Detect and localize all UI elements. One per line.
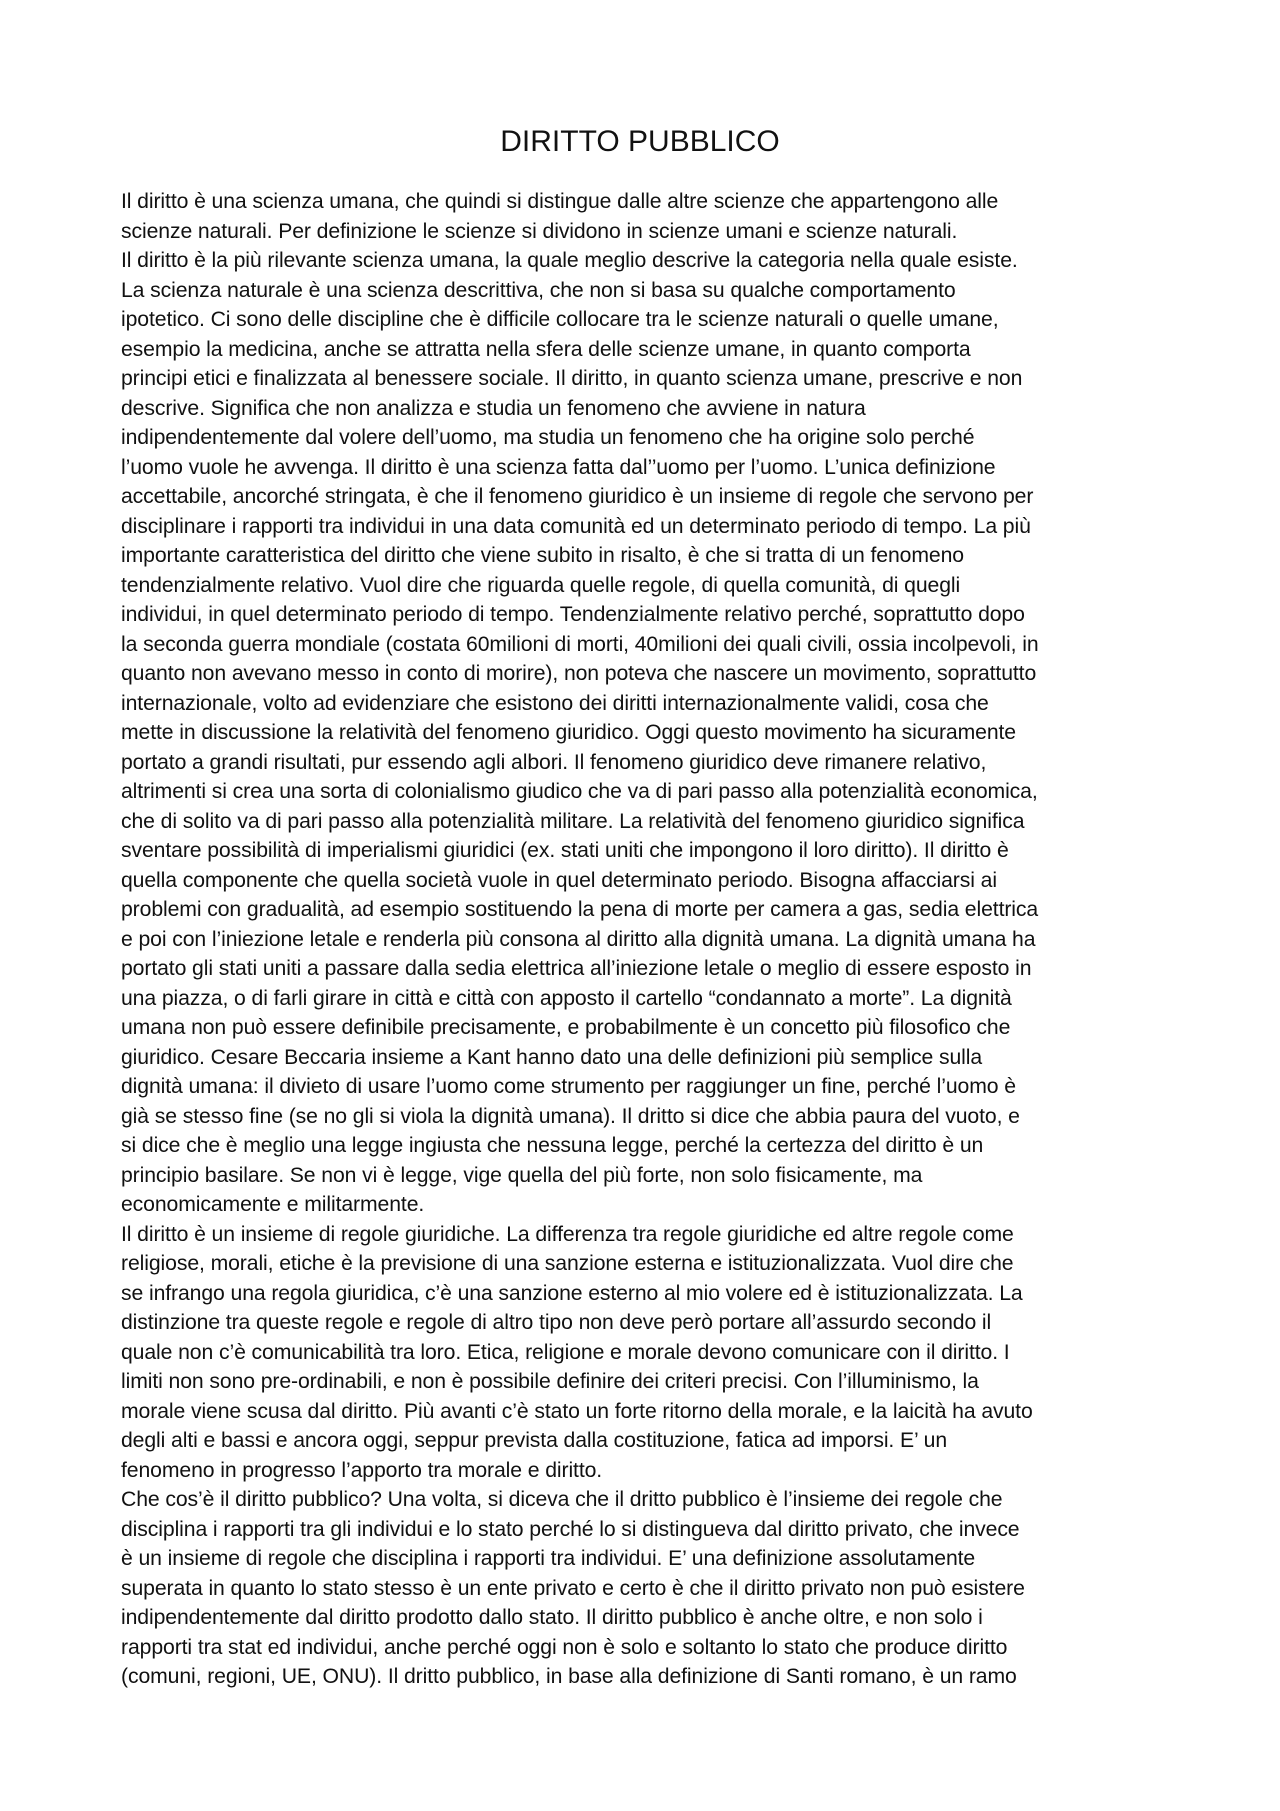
text-line: superata in quanto lo stato stesso è un ente privato e certo è che il diritto privato non può esistere: [121, 1576, 1025, 1600]
text-line: La scienza naturale è una scienza descrittiva, che non si basa su qualche comportamento: [121, 278, 956, 302]
text-line: quale non c’è comunicabilità tra loro. Etica, religione e morale devono comunicare con il diritto. I: [121, 1340, 1010, 1364]
text-line: la seconda guerra mondiale (costata 60milioni di morti, 40milioni dei quali civili, ossia incolpevoli, in: [121, 632, 1039, 656]
text-line: importante caratteristica del diritto che viene subito in risalto, è che si tratta di un fenomeno: [121, 544, 964, 567]
text-line: degli alti e bassi e ancora oggi, seppur prevista dalla costituzione, fatica ad imporsi. E’ un: [121, 1429, 948, 1452]
text-line: umana non può essere definibile precisamente, e probabilmente è un concetto più filosofico che: [121, 1016, 1011, 1039]
text-line: Il diritto è la più rilevante scienza umana, la quale meglio descrive la categoria nella quale esiste.: [121, 249, 1018, 272]
text-line: principi etici e finalizzata al benessere sociale. Il diritto, in quanto scienza umane, prescrive e non: [121, 367, 1023, 390]
text-line: è un insieme di regole che disciplina i rapporti tra individui. E’ una definizione assolutamente: [121, 1547, 976, 1570]
text-line: che di solito va di pari passo alla potenzialità militare. La relatività del fenomeno giuridico significa: [121, 809, 1025, 833]
text-line: disciplinare i rapporti tra individui in una data comunità ed un determinato periodo di tempo. La più: [121, 514, 1031, 538]
text-line: portato a grandi risultati, pur essendo agli albori. Il fenomeno giuridico deve rimanere relativo,: [121, 750, 987, 774]
text-line: dignità umana: il divieto di usare l’uomo come strumento per raggiunger un fine, perché l’uomo è: [121, 1075, 1016, 1098]
text-line: tendenzialmente relativo. Vuol dire che riguarda quelle regole, di quella comunità, di quegli: [121, 573, 961, 597]
text-line: quella componente che quella società vuole in quel determinato periodo. Bisogna affacciarsi ai: [121, 868, 997, 892]
text-line: e poi con l’iniezione letale e renderla più consona al diritto alla dignità umana. La dignità umana ha: [121, 927, 1036, 951]
text-line: morale viene scusa dal diritto. Più avanti c’è stato un forte ritorno della morale, e la laicità ha avuto: [121, 1399, 1033, 1423]
text-line: Che cos’è il diritto pubblico? Una volta, si diceva che il dritto pubblico è l’insieme dei regole che: [121, 1488, 1003, 1511]
text-line: portato gli stati uniti a passare dalla sedia elettrica all’iniezione letale o meglio di essere esposto in: [121, 957, 1032, 980]
text-line: rapporti tra stat ed individui, anche perché oggi non è solo e soltanto lo stato che produce diritto: [121, 1635, 1008, 1659]
text-line: religiose, morali, etiche è la previsione di una sanzione esterna e istituzionalizzata. Vuol dire che: [121, 1252, 1014, 1275]
text-line: descrive. Significa che non analizza e studia un fenomeno che avviene in natura: [121, 396, 866, 420]
text-line: distinzione tra queste regole e regole di altro tipo non deve però portare all’assurdo secondo il: [121, 1311, 992, 1334]
text-line: problemi con gradualità, ad esempio sostituendo la pena di morte per camera a gas, sedia elettrica: [121, 898, 1039, 921]
text-line: l’uomo vuole he avvenga. Il diritto è una scienza fatta dal’’uomo per l’uomo. L’unica definizione: [121, 455, 996, 479]
text-line: accettabile, ancorché stringata, è che il fenomeno giuridico è un insieme di regole che servono per: [121, 485, 1034, 508]
text-line: altrimenti si crea una sorta di colonialismo giudico che va di pari passo alla potenzialità economica,: [121, 780, 1038, 803]
text-line: Il diritto è un insieme di regole giuridiche. La differenza tra regole giuridiche ed altre regole come: [121, 1222, 1014, 1246]
text-line: quanto non avevano messo in conto di morire), non poteva che nascere un movimento, soprattutto: [121, 662, 1037, 685]
text-line: individui, in quel determinato periodo di tempo. Tendenzialmente relativo perché, soprattutto dopo: [121, 603, 1025, 626]
text-line: internazionale, volto ad evidenziare che esistono dei diritti internazionalmente validi, cosa che: [121, 691, 989, 715]
text-line: esempio la medicina, anche se attratta nella sfera delle scienze umane, in quanto comporta: [121, 337, 971, 361]
text-line: una piazza, o di farli girare in città e città con apposto il cartello “condannato a morte”. La dignità: [121, 986, 1012, 1010]
document-body: [121, 187, 1166, 1692]
text-line: limiti non sono pre-ordinabili, e non è possibile definire dei criteri precisi. Con l’illuminismo, la: [121, 1370, 979, 1393]
text-line: indipendentemente dal diritto prodotto dallo stato. Il diritto pubblico è anche oltre, e non solo i: [121, 1606, 983, 1629]
text-line: si dice che è meglio una legge ingiusta che nessuna legge, perché la certezza del diritto è un: [121, 1134, 984, 1157]
text-line: principio basilare. Se non vi è legge, vige quella del più forte, non solo fisicamente, ma: [121, 1163, 923, 1187]
text-line: sventare possibilità di imperialismi giuridici (ex. stati uniti che impongono il loro diritto). Il diritto è: [121, 839, 1009, 862]
text-line: fenomeno in progresso l’apporto tra morale e diritto.: [121, 1458, 603, 1482]
text-line: scienze naturali. Per definizione le scienze si dividono in scienze umani e scienze naturali.: [121, 219, 958, 243]
text-line: se infrango una regola giuridica, c’è una sanzione esterno al mio volere ed è istituzionalizzata. La: [121, 1281, 1023, 1305]
page-title: DIRITTO PUBBLICO: [500, 125, 780, 158]
text-line: giuridico. Cesare Beccaria insieme a Kant hanno dato una delle definizioni più semplice sulla: [121, 1045, 983, 1069]
text-line: indipendentemente dal volere dell’uomo, ma studia un fenomeno che ha origine solo perché: [121, 426, 975, 449]
text-line: mette in discussione la relatività del fenomeno giuridico. Oggi questo movimento ha sicuramente: [121, 721, 1016, 744]
text-line: Il diritto è una scienza umana, che quindi si distingue dalle altre scienze che appartengono alle: [121, 190, 999, 213]
text-line: (comuni, regioni, UE, ONU). Il dritto pubblico, in base alla definizione di Santi romano, è un ramo: [121, 1665, 1017, 1688]
text-line: disciplina i rapporti tra gli individui e lo stato perché lo si distingueva dal diritto privato, che invece: [121, 1517, 1020, 1541]
text-line: economicamente e militarmente.: [121, 1193, 425, 1216]
text-line: ipotetico. Ci sono delle discipline che è difficile collocare tra le scienze naturali o quelle umane,: [121, 308, 999, 331]
text-line: già se stesso fine (se no gli si viola la dignità umana). Il dritto si dice che abbia paura del vuoto, e: [121, 1104, 1020, 1128]
